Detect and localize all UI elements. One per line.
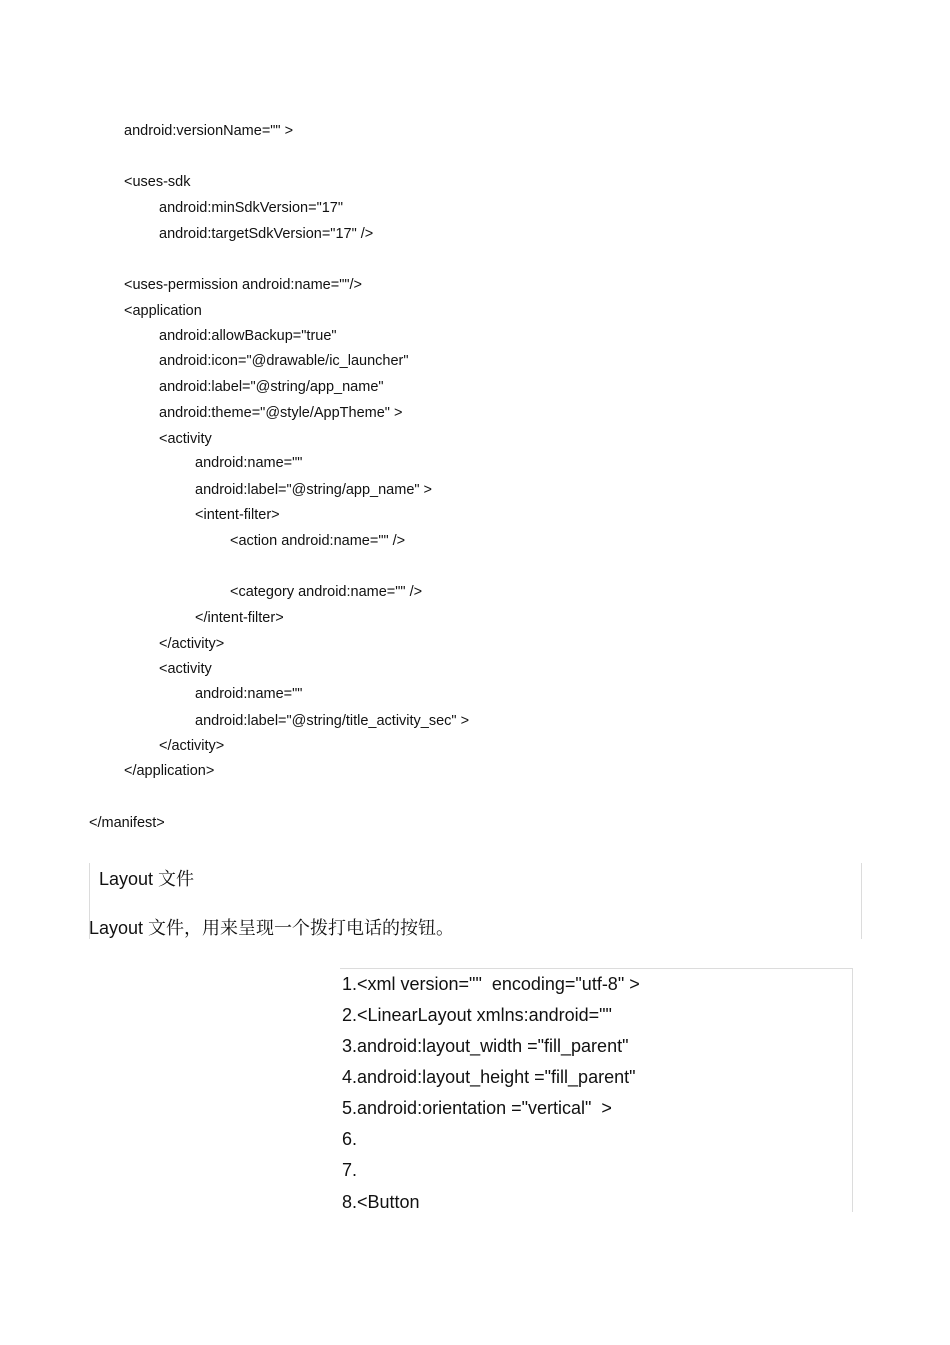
code-line: android:label="@string/app_name" <box>159 379 384 395</box>
section-title: Layout 文件 <box>99 869 195 889</box>
code-line: android:versionName="" > <box>124 123 294 139</box>
code-line: <uses-sdk <box>124 174 191 190</box>
code-line: </activity> <box>159 738 225 754</box>
line-number: 5. <box>342 1098 358 1118</box>
code-line: </application> <box>124 763 215 779</box>
line-code: android:layout_height ="fill_parent" <box>357 1067 636 1087</box>
listing-line <box>342 1035 628 1057</box>
code-line: android:theme="@style/AppTheme" > <box>159 405 403 421</box>
line-code: <LinearLayout xmlns:android="" <box>357 1005 612 1025</box>
code-line: <uses-permission android:name=""/> <box>124 277 362 293</box>
listing-line <box>342 1004 612 1026</box>
line-number: 6. <box>342 1129 358 1149</box>
listing-line <box>342 973 640 995</box>
line-code: android:layout_width ="fill_parent" <box>357 1036 629 1056</box>
code-line: android:label="@string/title_activity_sec" > <box>195 713 470 729</box>
code-line: android:icon="@drawable/ic_launcher" <box>159 353 409 369</box>
code-line: <action android:name="" /> <box>230 533 406 549</box>
line-code: android:orientation ="vertical" > <box>357 1098 612 1118</box>
code-line: android:minSdkVersion="17" <box>159 200 344 216</box>
code-line: </activity> <box>159 636 225 652</box>
code-line: android:targetSdkVersion="17" /> <box>159 226 374 242</box>
listing-line <box>342 1066 636 1088</box>
line-code: <xml version="" encoding="utf-8" > <box>357 974 640 994</box>
line-number: 4. <box>342 1067 358 1087</box>
code-line: </intent-filter> <box>195 610 284 626</box>
code-line: <activity <box>159 661 212 677</box>
code-line: <application <box>124 303 202 319</box>
code-line: <category android:name="" /> <box>230 584 423 600</box>
code-line: android:name="" <box>195 455 303 471</box>
line-number: 3. <box>342 1036 358 1056</box>
listing-line <box>342 1159 357 1181</box>
line-number: 2. <box>342 1005 358 1025</box>
code-line: <activity <box>159 431 212 447</box>
listing-line <box>342 1097 612 1119</box>
line-number: 8. <box>342 1192 358 1212</box>
section-description: Layout 文件，用来呈现一个拨打电话的按钮。 <box>89 918 455 938</box>
code-line: <intent-filter> <box>195 507 280 523</box>
code-line: </manifest> <box>89 815 165 831</box>
code-line: android:allowBackup="true" <box>159 328 337 344</box>
line-number: 1. <box>342 974 358 994</box>
listing-line <box>342 1128 357 1150</box>
listing-line <box>342 1191 420 1213</box>
code-line: android:label="@string/app_name" > <box>195 482 433 498</box>
line-number: 7. <box>342 1160 358 1180</box>
code-line: android:name="" <box>195 686 303 702</box>
line-code: <Button <box>357 1192 420 1212</box>
